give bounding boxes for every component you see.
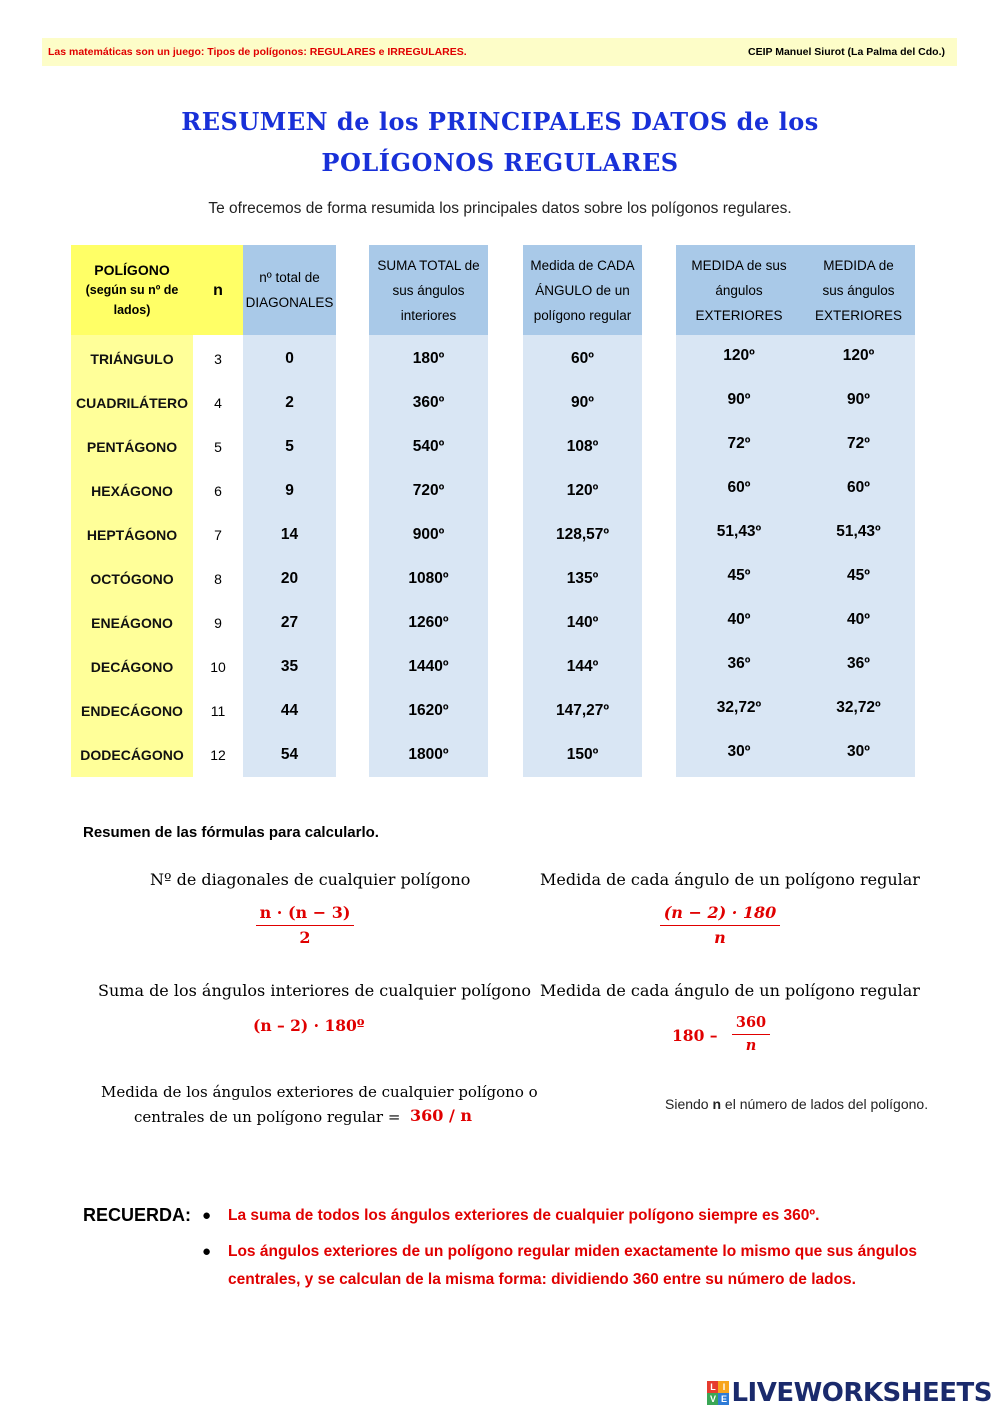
cell-ext1: 60º bbox=[727, 479, 751, 496]
cell-suma: 720º bbox=[412, 482, 445, 499]
cell-name: CUADRILÁTERO bbox=[76, 395, 188, 411]
cell-n: 7 bbox=[214, 527, 222, 543]
formula-diagonales bbox=[250, 903, 360, 947]
siendo-part-a: Siendo bbox=[665, 1096, 713, 1112]
cell-ext2: 120º bbox=[842, 347, 875, 364]
header-ext2-line1: MEDIDA de bbox=[823, 257, 894, 273]
cell-name: DODECÁGONO bbox=[80, 747, 184, 763]
cell-ext2: 60º bbox=[847, 479, 870, 496]
formula-cada2-den: n bbox=[745, 1037, 757, 1054]
cell-ext2: 32,72º bbox=[836, 699, 881, 716]
cell-ext1: 120º bbox=[723, 347, 755, 364]
page-title-line1: RESUMEN de los PRINCIPALES DATOS de los bbox=[181, 107, 819, 136]
formula-cada bbox=[650, 903, 790, 947]
cell-suma: 360º bbox=[412, 394, 445, 411]
formula-cada-den: n bbox=[714, 928, 726, 947]
formula-diagonales-title: Nº de diagonales de cualquier polígono bbox=[150, 870, 471, 889]
formula-cada2-fraction bbox=[728, 1014, 774, 1054]
cell-cada: 90º bbox=[571, 394, 594, 411]
cell-ext1: 32,72º bbox=[716, 699, 762, 716]
cell-ext1: 72º bbox=[727, 435, 751, 452]
cell-ext1: 40º bbox=[727, 611, 751, 628]
bullet-dot-2: ● bbox=[202, 1243, 212, 1260]
formula-cada2-prefix: 180 – bbox=[672, 1026, 718, 1045]
header-poligono-label: POLÍGONO bbox=[94, 262, 170, 278]
recuerda-label: RECUERDA: bbox=[83, 1205, 191, 1225]
formula-diagonales-num: n · (n − 3) bbox=[256, 903, 355, 926]
header-topic: Las matemáticas son un juego: Tipos de polígonos: REGULARES e IRREGULARES. bbox=[48, 46, 467, 58]
recuerda-bullet-2b: centrales, y se calculan de la misma forma: dividiendo 360 entre su número de lados. bbox=[228, 1271, 856, 1288]
header-diagonales bbox=[243, 245, 336, 335]
intro-text: Te ofrecemos de forma resumida los principales datos sobre los polígonos regulares. bbox=[208, 200, 792, 217]
cell-cada: 108º bbox=[566, 438, 599, 455]
cell-suma: 1440º bbox=[408, 658, 449, 675]
cell-diag: 5 bbox=[285, 438, 294, 455]
header-poligono-sub1: (según su nº de bbox=[85, 283, 179, 297]
liveworksheets-logo bbox=[707, 1378, 992, 1408]
cell-name: TRIÁNGULO bbox=[90, 351, 174, 367]
logo-letter-l: L bbox=[707, 1381, 718, 1393]
cell-diag: 54 bbox=[280, 746, 299, 763]
cell-n: 4 bbox=[214, 395, 222, 411]
cell-suma: 900º bbox=[412, 526, 445, 543]
cell-suma: 1620º bbox=[408, 702, 449, 719]
formula-suma: (n – 2) · 180º bbox=[253, 1016, 365, 1035]
cell-diag: 2 bbox=[285, 394, 294, 411]
siendo-part-b: el número de lados del polígono. bbox=[721, 1096, 929, 1112]
header-suma-line3: interiores bbox=[400, 307, 457, 323]
cell-cada: 120º bbox=[566, 482, 599, 499]
cell-ext2: 51,43º bbox=[836, 523, 881, 540]
header-poligono bbox=[71, 245, 193, 335]
cell-n: 12 bbox=[210, 747, 226, 763]
header-strip bbox=[42, 38, 957, 66]
header-exteriores-1 bbox=[676, 245, 802, 335]
cell-cada: 150º bbox=[566, 746, 599, 763]
header-cada-line1: Medida de CADA bbox=[530, 257, 635, 273]
cell-cada: 140º bbox=[566, 614, 599, 631]
header-ext1-line2: ángulos bbox=[715, 282, 763, 298]
cell-suma: 1080º bbox=[408, 570, 449, 587]
logo-icon bbox=[707, 1381, 729, 1405]
cell-diag: 14 bbox=[280, 526, 299, 543]
cell-ext2: 36º bbox=[847, 655, 870, 672]
logo-letter-e: E bbox=[718, 1393, 729, 1405]
header-suma-line1: SUMA TOTAL de bbox=[377, 257, 480, 273]
cell-ext2: 45º bbox=[847, 567, 870, 584]
cell-ext1: 90º bbox=[727, 391, 751, 408]
cell-n: 9 bbox=[214, 615, 222, 631]
cell-diag: 44 bbox=[280, 702, 299, 719]
formulas-subtitle: Resumen de las fórmulas para calcularlo. bbox=[83, 824, 379, 841]
siendo-n: n bbox=[712, 1096, 722, 1112]
cell-suma: 180º bbox=[412, 350, 445, 367]
cell-ext2: 30º bbox=[847, 743, 870, 760]
recuerda-bullet-1: La suma de todos los ángulos exteriores de cualquier polígono siempre es 360º. bbox=[228, 1207, 820, 1224]
cell-diag: 0 bbox=[285, 350, 294, 367]
header-diagonales-line1: nº total de bbox=[259, 270, 320, 285]
header-suma-line2: sus ángulos bbox=[392, 282, 465, 298]
cell-name: HEXÁGONO bbox=[91, 483, 173, 499]
header-poligono-sub2: lados) bbox=[113, 303, 151, 317]
header-cada-line3: polígono regular bbox=[533, 307, 632, 323]
siendo-note bbox=[665, 1096, 928, 1112]
formula-ext-line2: centrales de un polígono regular = bbox=[134, 1108, 401, 1126]
logo-letter-v: V bbox=[707, 1393, 718, 1405]
cell-n: 5 bbox=[214, 439, 222, 455]
logo-letter-i: I bbox=[718, 1381, 729, 1393]
bullet-dot-1: ● bbox=[202, 1207, 212, 1224]
cell-n: 6 bbox=[214, 483, 222, 499]
cell-suma: 1800º bbox=[408, 746, 449, 763]
logo-text: LIVEWORKSHEETS bbox=[731, 1378, 992, 1408]
formula-ext: 360 / n bbox=[410, 1106, 473, 1125]
header-n: n bbox=[193, 245, 243, 335]
header-suma bbox=[369, 245, 488, 335]
cell-cada: 135º bbox=[566, 570, 599, 587]
header-exteriores-2 bbox=[802, 245, 915, 335]
cell-diag: 27 bbox=[280, 614, 299, 631]
cell-name: HEPTÁGONO bbox=[86, 527, 178, 543]
header-diagonales-line2: DIAGONALES bbox=[245, 295, 334, 310]
cell-diag: 20 bbox=[280, 570, 299, 587]
header-ext2-line3: EXTERIORES bbox=[814, 307, 903, 323]
cell-ext1: 51,43º bbox=[716, 523, 762, 540]
cell-name: PENTÁGONO bbox=[86, 439, 178, 455]
header-ext1-line3: EXTERIORES bbox=[695, 307, 783, 323]
cell-ext1: 30º bbox=[727, 743, 751, 760]
header-cada bbox=[523, 245, 642, 335]
cell-n: 8 bbox=[214, 571, 222, 587]
cell-suma: 540º bbox=[412, 438, 445, 455]
cell-ext1: 45º bbox=[727, 567, 751, 584]
cell-cada: 128,57º bbox=[555, 526, 610, 543]
header-cada-line2: ÁNGULO de un bbox=[535, 282, 630, 298]
header-ext2-line2: sus ángulos bbox=[822, 282, 895, 298]
formula-cada2-num: 360 bbox=[732, 1014, 770, 1035]
formula-cada-num: (n − 2) · 180 bbox=[660, 903, 781, 926]
cell-diag: 9 bbox=[285, 482, 294, 499]
cell-n: 3 bbox=[214, 351, 222, 367]
cell-name: ENDECÁGONO bbox=[81, 703, 183, 719]
recuerda-bullet-2a: Los ángulos exteriores de un polígono regular miden exactamente lo mismo que sus ángulos bbox=[228, 1243, 918, 1260]
formula-ext-line1: Medida de los ángulos exteriores de cualquier polígono o bbox=[101, 1083, 538, 1101]
cell-name: OCTÓGONO bbox=[90, 571, 174, 587]
cell-name: ENEÁGONO bbox=[91, 615, 173, 631]
formula-cada-title: Medida de cada ángulo de un polígono regular bbox=[540, 870, 920, 889]
header-ext1-line1: MEDIDA de sus bbox=[691, 257, 787, 273]
cell-ext2: 72º bbox=[847, 435, 870, 452]
header-school: CEIP Manuel Siurot (La Palma del Cdo.) bbox=[747, 46, 945, 58]
cell-ext1: 36º bbox=[727, 655, 751, 672]
cell-ext2: 40º bbox=[847, 611, 870, 628]
cell-ext2: 90º bbox=[847, 391, 870, 408]
cell-cada: 144º bbox=[566, 658, 599, 675]
cell-n: 10 bbox=[210, 659, 226, 675]
cell-n: 11 bbox=[210, 703, 226, 719]
formula-cada2-title: Medida de cada ángulo de un polígono regular bbox=[540, 981, 920, 1000]
cell-suma: 1260º bbox=[408, 614, 449, 631]
cell-cada: 147,27º bbox=[555, 702, 610, 719]
cell-diag: 35 bbox=[280, 658, 299, 675]
cell-name: DECÁGONO bbox=[90, 659, 174, 675]
formula-suma-title: Suma de los ángulos interiores de cualquier polígono bbox=[98, 981, 531, 1000]
cell-cada: 60º bbox=[571, 350, 594, 367]
page-title-line2: POLÍGONOS REGULARES bbox=[321, 148, 679, 177]
formula-diagonales-den: 2 bbox=[299, 928, 311, 947]
